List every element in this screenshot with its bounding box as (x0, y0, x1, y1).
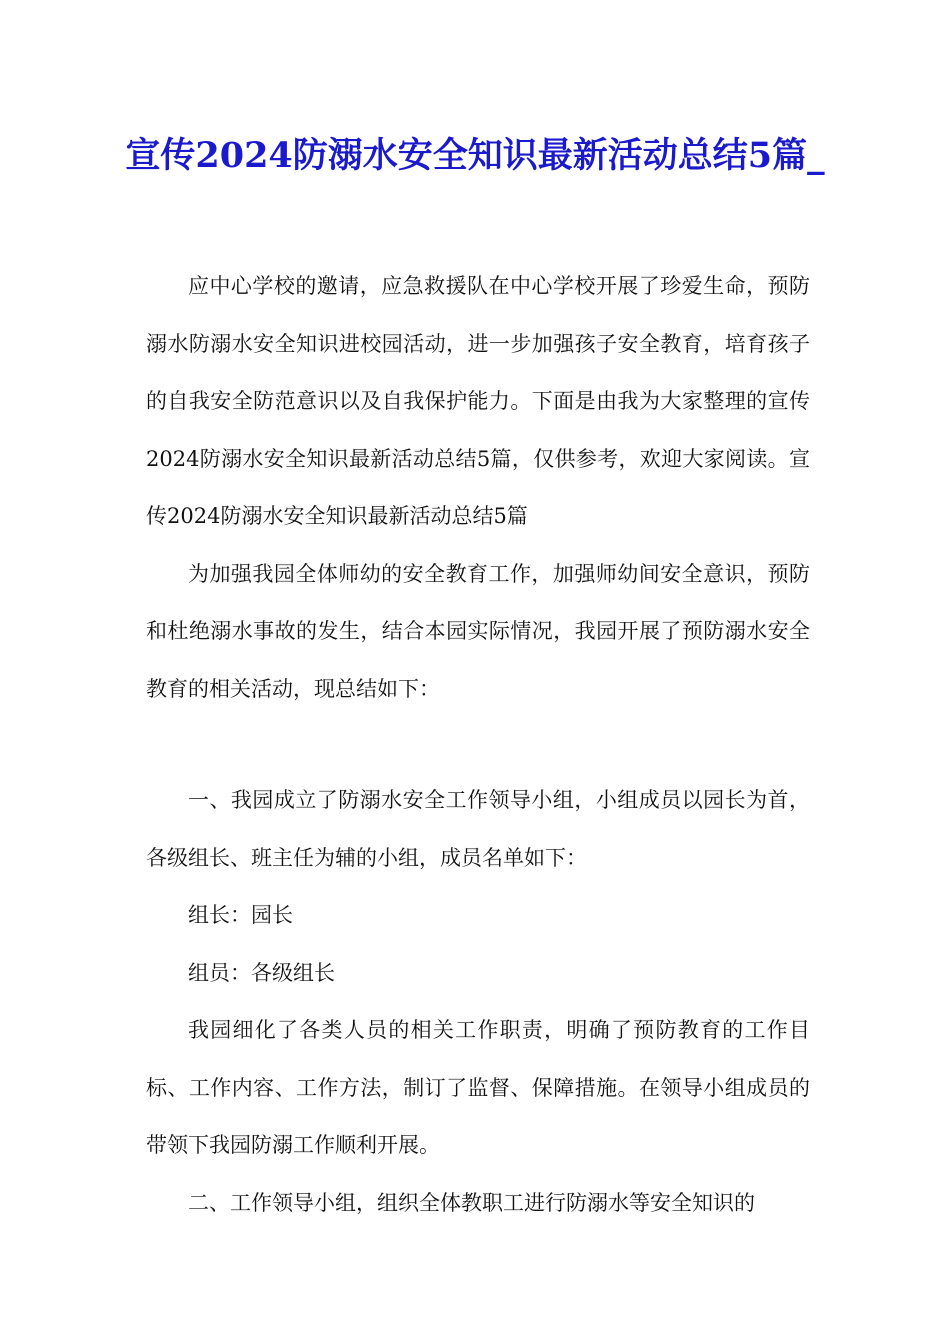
body-paragraph: 我园细化了各类人员的相关工作职责，明确了预防教育的工作目标、工作内容、工作方法，制订了监督、保障措施。在领导小组成员的带领下我园防溺工作顺利开展。 (146, 1018, 810, 1157)
document-title: 宣传2024防溺水安全知识最新活动总结5篇_ (125, 135, 825, 176)
document-body (146, 258, 810, 1232)
section-two-paragraph: 二、工作领导小组，组织全体教职工进行防溺水等安全知识的 (188, 1190, 755, 1215)
member-line: 组员：各级组长 (188, 960, 335, 985)
body-paragraph: 为加强我园全体师幼的安全教育工作，加强师幼间安全意识，预防和杜绝溺水事故的发生，结合本园实际情况，我园开展了预防溺水安全教育的相关活动，现总结如下： (146, 561, 810, 701)
intro-paragraph: 应中心学校的邀请，应急救援队在中心学校开展了珍爱生命，预防溺水防溺水安全知识进校园活动，进一步加强孩子安全教育，培育孩子的自我安全防范意识以及自我保护能力。下面是由我为大家整理的宣传2024防溺水安全知识最新活动总结5篇，仅供参考，欢迎大家阅读。宣传2024防溺水安全知识最新活动总结5篇 (146, 274, 810, 528)
leader-line: 组长：园长 (188, 903, 293, 927)
section-one-paragraph: 一、我园成立了防溺水安全工作领导小组，小组成员以园长为首，各级组长、班主任为辅的小组，成员名单如下： (146, 788, 810, 870)
